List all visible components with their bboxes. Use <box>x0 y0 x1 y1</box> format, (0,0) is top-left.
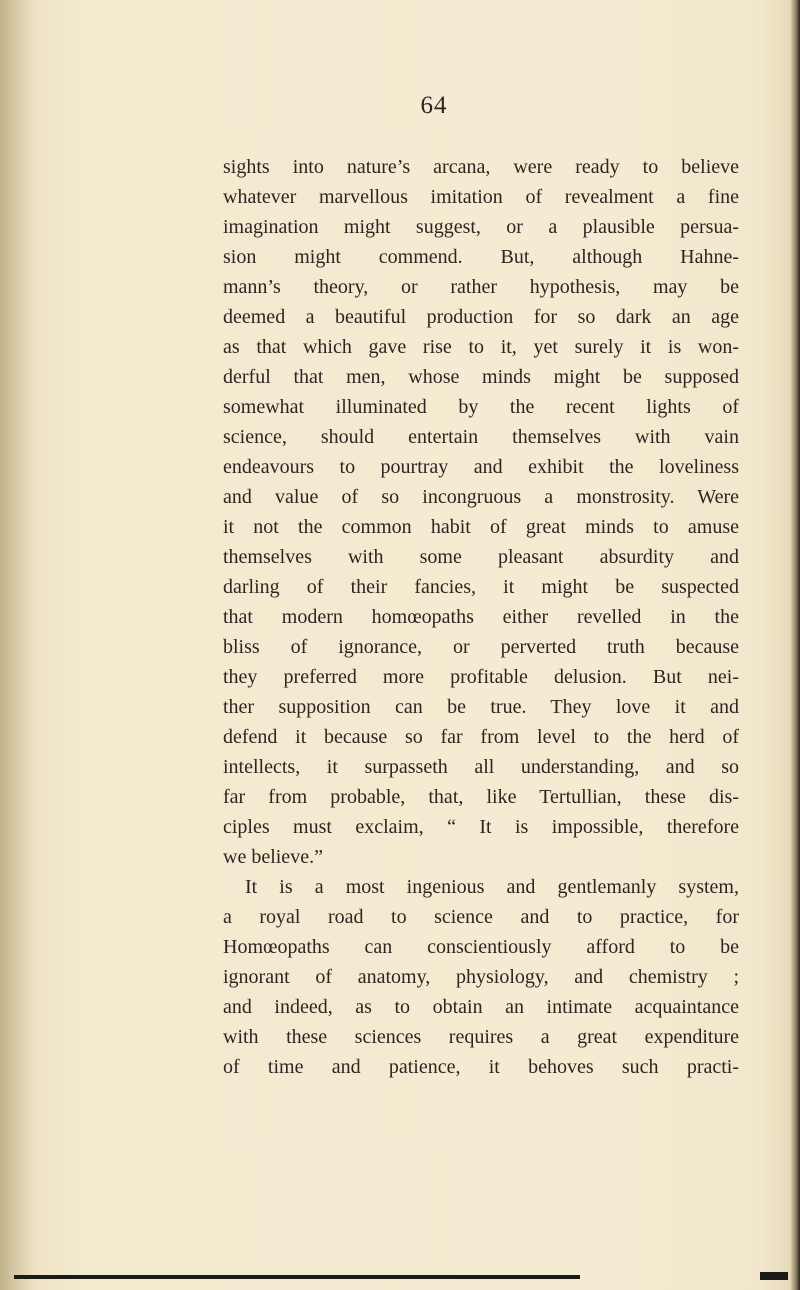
text-line: mann’s theory, or rather hypothesis, may be <box>223 276 739 298</box>
text-line: ther supposition can be true. They love it and <box>223 696 739 718</box>
text-line: ciples must exclaim, “ It is impossible, therefore <box>223 816 739 838</box>
text-line: intellects, it surpasseth all understanding, and so <box>223 756 739 778</box>
text-line: science, should entertain themselves with vain <box>223 426 739 448</box>
text-line: deemed a beautiful production for so dark an age <box>223 306 739 328</box>
text-line: as that which gave rise to it, yet surely it is won- <box>223 336 739 358</box>
body-text <box>223 152 739 1082</box>
text-line: defend it because so far from level to the herd of <box>223 726 739 748</box>
text-line: themselves with some pleasant absurdity and <box>223 546 739 568</box>
text-line: sion might commend. But, although Hahne- <box>223 246 739 268</box>
text-line: with these sciences requires a great expenditure <box>223 1026 739 1048</box>
text-line: whatever marvellous imitation of revealment a fine <box>223 186 739 208</box>
text-line: of time and patience, it behoves such practi- <box>223 1056 739 1078</box>
text-line: they preferred more profitable delusion. But nei- <box>223 666 739 688</box>
text-line: and value of so incongruous a monstrosity. Were <box>223 486 739 508</box>
text-line: darling of their fancies, it might be suspected <box>223 576 739 598</box>
bottom-divider-mark <box>760 1272 788 1280</box>
bottom-divider <box>14 1275 580 1279</box>
text-line: endeavours to pourtray and exhibit the loveliness <box>223 456 739 478</box>
text-line: somewhat illuminated by the recent lights of <box>223 396 739 418</box>
text-line: derful that men, whose minds might be supposed <box>223 366 739 388</box>
text-line: that modern homœopaths either revelled in the <box>223 606 739 628</box>
page-number: 64 <box>420 92 448 119</box>
text-line: imagination might suggest, or a plausible persua- <box>223 216 739 238</box>
text-line: ignorant of anatomy, physiology, and chemistry ; <box>223 966 739 988</box>
text-line: sights into nature’s arcana, were ready to believe <box>223 156 739 178</box>
text-line: bliss of ignorance, or perverted truth because <box>223 636 739 658</box>
text-line: a royal road to science and to practice, for <box>223 906 739 928</box>
text-line: far from probable, that, like Tertullian, these dis- <box>223 786 739 808</box>
text-line: It is a most ingenious and gentlemanly system, <box>245 876 739 898</box>
text-line: Homœopaths can conscientiously afford to be <box>223 936 739 958</box>
text-line: we believe.” <box>223 846 323 868</box>
page-edge <box>790 0 800 1290</box>
gutter-shadow <box>0 0 34 1290</box>
text-line: it not the common habit of great minds to amuse <box>223 516 739 538</box>
text-line: and indeed, as to obtain an intimate acquaintance <box>223 996 739 1018</box>
